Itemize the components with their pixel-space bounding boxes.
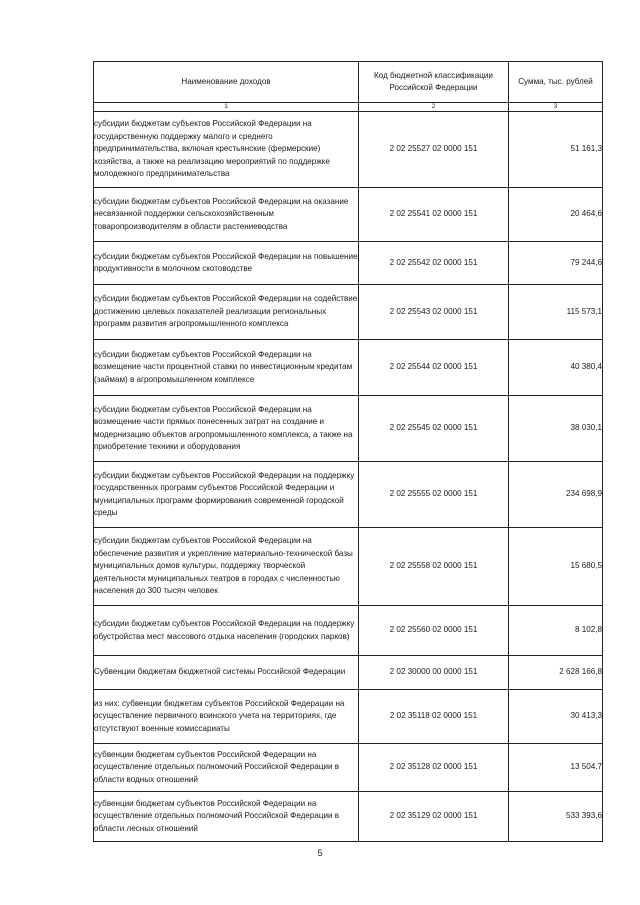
table-row	[94, 242, 603, 285]
row-name: субсидии бюджетам субъектов Российской Федерации на обеспечение развития и укрепление материально-технической базы муниципальных домов культуры, поддержку творческой деятельности муниципальных театров в городах с численностью населения до 300 тысяч человек	[94, 528, 359, 606]
page-number: 5	[317, 848, 323, 858]
row-amount: 13 504,7	[509, 744, 603, 792]
row-code: 2 02 35128 02 0000 151	[359, 744, 509, 792]
table-row	[94, 396, 603, 462]
table-row	[94, 606, 603, 656]
row-amount: 234 698,9	[509, 462, 603, 528]
row-amount: 8 102,8	[509, 606, 603, 656]
table-row	[94, 792, 603, 842]
table-row	[94, 285, 603, 340]
row-name: субсидии бюджетам субъектов Российской Федерации на государственную поддержку малого и среднего предпринимательства, включая крестьянские (фермерские) хозяйства, а также на реализацию мероприятий по поддержке молодежного предпринимательства	[94, 112, 359, 188]
table-header-row	[94, 62, 603, 103]
row-code: 2 02 25542 02 0000 151	[359, 242, 509, 285]
row-code: 2 02 30000 00 0000 151	[359, 656, 509, 690]
row-name: субсидии бюджетам субъектов Российской Федерации на оказание несвязанной поддержки сельскохозяйственным товаропроизводителям в области растениеводства	[94, 188, 359, 242]
row-amount: 51 161,3	[509, 112, 603, 188]
column-number-2: 2	[359, 103, 509, 112]
column-number-1: 1	[94, 103, 359, 112]
column-number-row	[94, 103, 603, 112]
row-code: 2 02 25544 02 0000 151	[359, 340, 509, 396]
row-amount: 20 464,6	[509, 188, 603, 242]
row-amount: 533 393,6	[509, 792, 603, 842]
header-budget-code: Код бюджетной классификации Российской Федерации	[359, 62, 509, 103]
table-row	[94, 340, 603, 396]
row-code: 2 02 35129 02 0000 151	[359, 792, 509, 842]
row-code: 2 02 25558 02 0000 151	[359, 528, 509, 606]
row-name: субсидии бюджетам субъектов Российской Федерации на содействие достижению целевых показателей реализации региональных программ развития агропромышленного комплекса	[94, 285, 359, 340]
row-code: 2 02 25560 02 0000 151	[359, 606, 509, 656]
header-revenue-name: Наименование доходов	[94, 62, 359, 103]
row-amount: 30 413,3	[509, 690, 603, 744]
table-row	[94, 528, 603, 606]
table-row	[94, 112, 603, 188]
row-name: субвенции бюджетам субъектов Российской Федерации на осуществление отдельных полномочий Российской Федерации в области лесных отношений	[94, 792, 359, 842]
table-row	[94, 462, 603, 528]
row-name: из них: субвенции бюджетам субъектов Российской Федерации на осуществление первичного воинского учета на территориях, где отсутствуют военные комиссариаты	[94, 690, 359, 744]
table-row	[94, 744, 603, 792]
row-name: субсидии бюджетам субъектов Российской Федерации на возмещение части процентной ставки по инвестиционным кредитам (займам) в агропромышленном комплексе	[94, 340, 359, 396]
row-code: 2 02 25545 02 0000 151	[359, 396, 509, 462]
row-amount: 40 380,4	[509, 340, 603, 396]
row-name: субсидии бюджетам субъектов Российской Федерации на поддержку государственных программ субъектов Российской Федерации и муниципальных программ формирования современной городской среды	[94, 462, 359, 528]
table-row	[94, 690, 603, 744]
row-amount: 115 573,1	[509, 285, 603, 340]
row-amount: 15 680,5	[509, 528, 603, 606]
row-code: 2 02 25543 02 0000 151	[359, 285, 509, 340]
row-code: 2 02 25555 02 0000 151	[359, 462, 509, 528]
row-name: Субвенции бюджетам бюджетной системы Российской Федерации	[94, 656, 359, 690]
table-row	[94, 656, 603, 690]
row-name: субсидии бюджетам субъектов Российской Федерации на возмещение части прямых понесенных затрат на создание и модернизацию объектов агропромышленного комплекса, а также на приобретение техники и оборудования	[94, 396, 359, 462]
table-row	[94, 188, 603, 242]
header-amount: Сумма, тыс. рублей	[509, 62, 603, 103]
row-name: субсидии бюджетам субъектов Российской Федерации на поддержку обустройства мест массового отдыха населения (городских парков)	[94, 606, 359, 656]
row-name: субвенции бюджетам субъектов Российской Федерации на осуществление отдельных полномочий Российской Федерации в области водных отношений	[94, 744, 359, 792]
row-amount: 38 030,1	[509, 396, 603, 462]
column-number-3: 3	[509, 103, 603, 112]
row-code: 2 02 35118 02 0000 151	[359, 690, 509, 744]
row-amount: 79 244,6	[509, 242, 603, 285]
row-name: субсидии бюджетам субъектов Российской Федерации на повышение продуктивности в молочном скотоводстве	[94, 242, 359, 285]
row-code: 2 02 25541 02 0000 151	[359, 188, 509, 242]
row-code: 2 02 25527 02 0000 151	[359, 112, 509, 188]
revenue-table	[93, 61, 603, 842]
row-amount: 2 628 166,8	[509, 656, 603, 690]
